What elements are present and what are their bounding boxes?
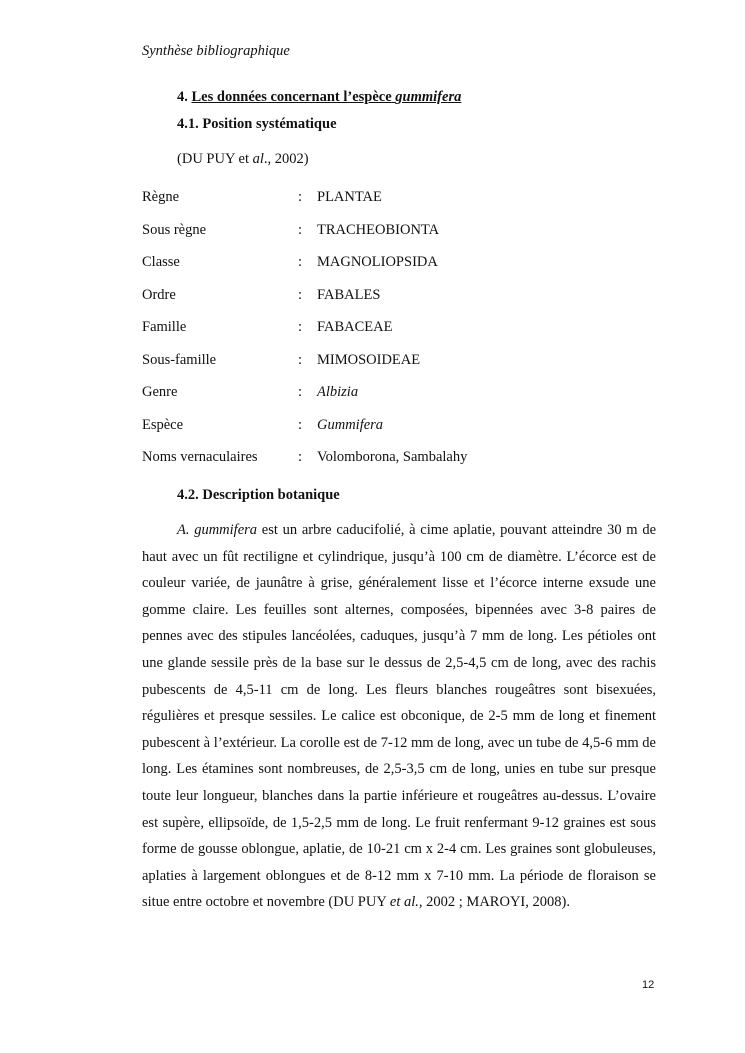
taxonomy-row [142, 221, 662, 254]
running-header: Synthèse bibliographique [142, 43, 290, 59]
taxonomy-value: MIMOSOIDEAE [317, 351, 421, 368]
taxonomy-value: PLANTAE [317, 189, 382, 205]
taxonomy-row [142, 188, 662, 221]
taxonomy-row [142, 383, 662, 416]
description-body: est un arbre caducifolié, à cime aplatie, pouvant atteindre 30 m de haut avec un fût rectiligne et cylindrique, jusqu’à 100 cm de diamètre. L’écorce est de couleur variée, de jaunâtre à grise, généralement lisse et l’écorce interne exsude une gomme claire. Les feuilles sont alternes, composées, bipennées avec 3-8 paires de pennes avec des stipules lancéolées, caduques, jusqu’à 7 mm de long. Les pétioles ont une glande sessile près de la base sur le dessus de 2,5-4,5 cm de long, avec des rachis pubescents de 4,5-11 cm de long. Les fleurs blanches rougeâtres sont bisexuées, régulières et presque sessiles. Le calice est obconique, de 2-5 mm de long et finement pubescent à l’extérieur. La corolle est de 7-12 mm de long, avec un tube de 4,5-6 mm de long. Les étamines sont nombreuses, de 2,5-3,5 cm de long, unies en tube sur presque toute leur longueur, blanches dans la partie inférieure et rougeâtres au-dessus. L’ovaire est supère, ellipsoïde, de 1,5-2,5 mm de long. Le fruit renfermant 9-12 graines est sous forme de gousse oblongue, aplatie, de 10-21 cm x 2-4 cm. Les graines sont globuleuses, aplaties à largement oblongues et de 8-12 mm x 7-10 mm. La période de floraison se situe entre octobre et novembre (DU PUY [142, 522, 657, 911]
taxonomy-label: Sous règne [142, 221, 207, 238]
citation-line [177, 151, 309, 168]
page-number: 12 [642, 979, 655, 991]
taxonomy-label: Famille [142, 319, 187, 335]
taxonomy-value: TRACHEOBIONTA [317, 221, 440, 238]
taxonomy-separator: : [298, 351, 303, 368]
description-paragraph [142, 517, 656, 916]
taxonomy-label: Noms vernaculaires [142, 449, 258, 465]
taxonomy-row [142, 253, 662, 286]
description-etal: et al., [389, 894, 423, 911]
description-end: 2002 ; MAROYI, 2008). [422, 894, 570, 911]
taxonomy-value: FABALES [317, 286, 381, 303]
taxonomy-row [142, 318, 662, 351]
taxonomy-label: Règne [142, 189, 180, 205]
taxonomy-separator: : [298, 189, 303, 205]
section-4-title-prefix: Les données concernant l’espèce [191, 89, 392, 105]
citation-author: DU PUY et [181, 151, 249, 167]
citation-year: ., 2002) [263, 151, 309, 167]
taxonomy-value: Albizia [317, 384, 359, 400]
taxonomy-separator: : [298, 416, 303, 433]
taxonomy-row [142, 448, 662, 481]
section-4-number: 4. [177, 89, 188, 105]
taxonomy-value: MAGNOLIOPSIDA [317, 254, 438, 270]
section-4-2-heading: 4.2. Description botanique [177, 487, 340, 503]
taxonomy-row [142, 286, 662, 319]
taxonomy-label: Espèce [142, 416, 184, 433]
section-4-title [192, 89, 462, 105]
taxonomy-label: Ordre [142, 286, 176, 303]
section-4-heading [177, 89, 461, 106]
taxonomy-value: FABACEAE [317, 319, 393, 335]
taxonomy-value: Volomborona, Sambalahy [317, 449, 468, 465]
taxonomy-separator: : [298, 221, 303, 238]
section-4-title-species: gummifera [395, 89, 462, 105]
description-species: A. gummifera [177, 522, 258, 538]
taxonomy-value: Gummifera [317, 416, 384, 433]
taxonomy-separator: : [298, 319, 303, 335]
section-4-1-heading: 4.1. Position systématique [177, 116, 337, 132]
taxonomy-row [142, 351, 662, 384]
taxonomy-label: Genre [142, 384, 178, 400]
taxonomy-label: Classe [142, 254, 180, 270]
taxonomy-separator: : [298, 286, 303, 303]
taxonomy-separator: : [298, 449, 303, 465]
taxonomy-table [142, 188, 662, 481]
citation-open: ( [177, 151, 182, 167]
citation-etal: al [252, 151, 264, 167]
taxonomy-row [142, 416, 662, 449]
taxonomy-separator: : [298, 254, 303, 270]
taxonomy-label: Sous-famille [142, 351, 217, 368]
taxonomy-separator: : [298, 384, 303, 400]
